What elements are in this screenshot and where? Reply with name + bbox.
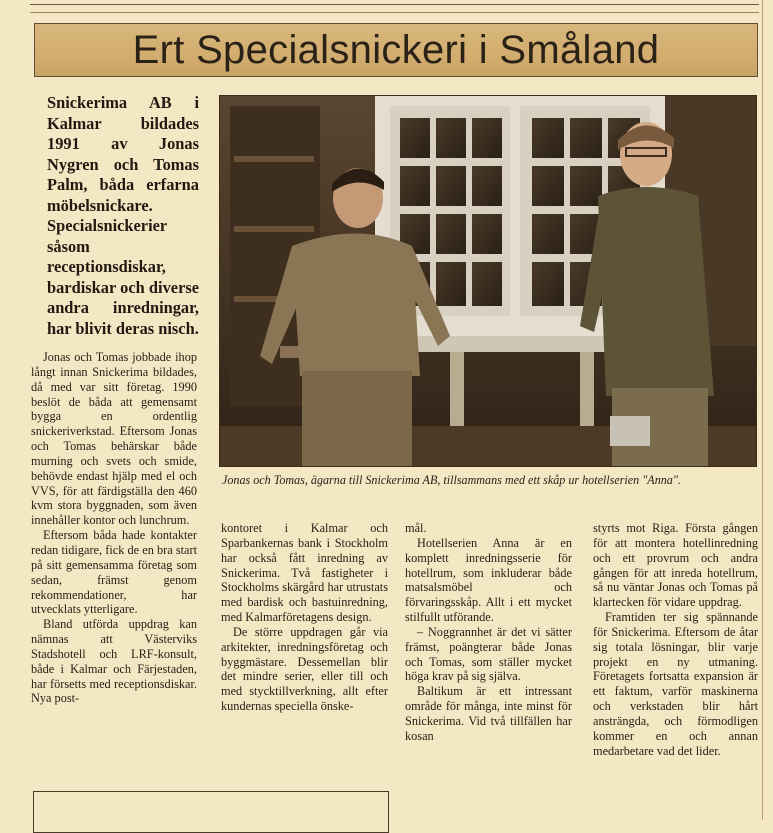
column-paragraph: Hotellserien Anna är en komplett inredningsserie för hotellrum, som inkluderar både matsalsmöbel och förvaringsskåp. Allt i ett mycket stilfullt utförande. (405, 535, 572, 625)
article-column-1 (31, 350, 197, 706)
column-paragraph: kontoret i Kalmar och Sparbankernas bank i Stockholm har också fått inredning av Snickerima. Två fastigheter i Stockholms skärgård har utrustats med bardisk och bastuinredning, med Kalmarföretagens design. (221, 521, 388, 625)
column-paragraph: – Noggrannhet är det vi sätter främst, poängterar både Jonas och Tomas, som ställer mycket höga krav på sig själva. (405, 624, 572, 684)
column-paragraph: styrts mot Riga. Första gången för att montera hotellinredning och ett provrum och andra gången för att inreda hotellrum, så nu väntar Jonas och Tomas på klartecken för vidare uppdrag. (593, 521, 758, 610)
column-paragraph: De större uppdragen går via arkitekter, inredningsföretag och byggmästare. Dessemellan blir det mindre serier, eller till och med stycktillverkning, allt efter kundernas speciella önske- (221, 624, 388, 714)
top-rule-secondary (30, 12, 759, 13)
lead-paragraph: Snickerima AB i Kalmar bildades 1991 av Jonas Nygren och Tomas Palm, båda erfarna möbelsnickare. Specialsnickerier såsom receptionsdiskar, bardiskar och diverse andra inredningar, har blivit deras nisch. (47, 93, 199, 338)
article-column-3 (405, 521, 572, 744)
article-column-2 (221, 521, 388, 714)
page-edge-rule (762, 0, 763, 820)
column-paragraph: Jonas och Tomas jobbade ihop långt innan Snickerima bildades, då med var sitt företag. 1990 beslöt de båda att gemensamt bygga en ordentlig snickeriverkstad. Eftersom Jonas och Tomas behärskar både murning och svets och smide, behövde endast hjälp med el och VVS, för att färdigställa den 460 kvm stora byggnaden, som även innehåller kontor och lunchrum. (31, 350, 197, 528)
column-paragraph: Framtiden ter sig spännande för Snickerima. Eftersom de åtar sig totala lösningar, blir varje projekt en ny utmaning. Företagets fortsatta expansion är ett faktum, varför maskinerna och verkstaden blir hårt ansträngda, och förmodligen kommer en och annan medarbetare vad det lider. (593, 610, 758, 758)
page-title: Ert Specialsnickeri i Småland (132, 27, 660, 72)
article-column-4 (593, 521, 758, 759)
article-photo (219, 95, 757, 467)
column-paragraph: Eftersom båda hade kontakter redan tidigare, fick de en bra start på sitt gemensamma företag som sedan, främst genom rekommendationer, har utvecklats ytterligare. (31, 528, 197, 617)
photo-caption: Jonas och Tomas, ägarna till Snickerima AB, tillsammans med ett skåp ur hotellserien "Anna". (222, 473, 681, 487)
column-paragraph: Baltikum är ett intressant område för många, inte minst för Snickerima. Vid två tillfällen har kosan (405, 684, 572, 743)
photo-illustration (220, 96, 757, 467)
headline-banner (34, 23, 758, 77)
bottom-frame-box (33, 791, 389, 833)
top-rule (30, 4, 759, 5)
column-paragraph: Bland utförda uppdrag kan nämnas att Västerviks Stadshotell och LRF-konsult, både i Kalmar och Färjestaden, har försetts med receptionsdiskar. Nya post- (31, 617, 197, 706)
column-paragraph: mål. (405, 521, 427, 535)
